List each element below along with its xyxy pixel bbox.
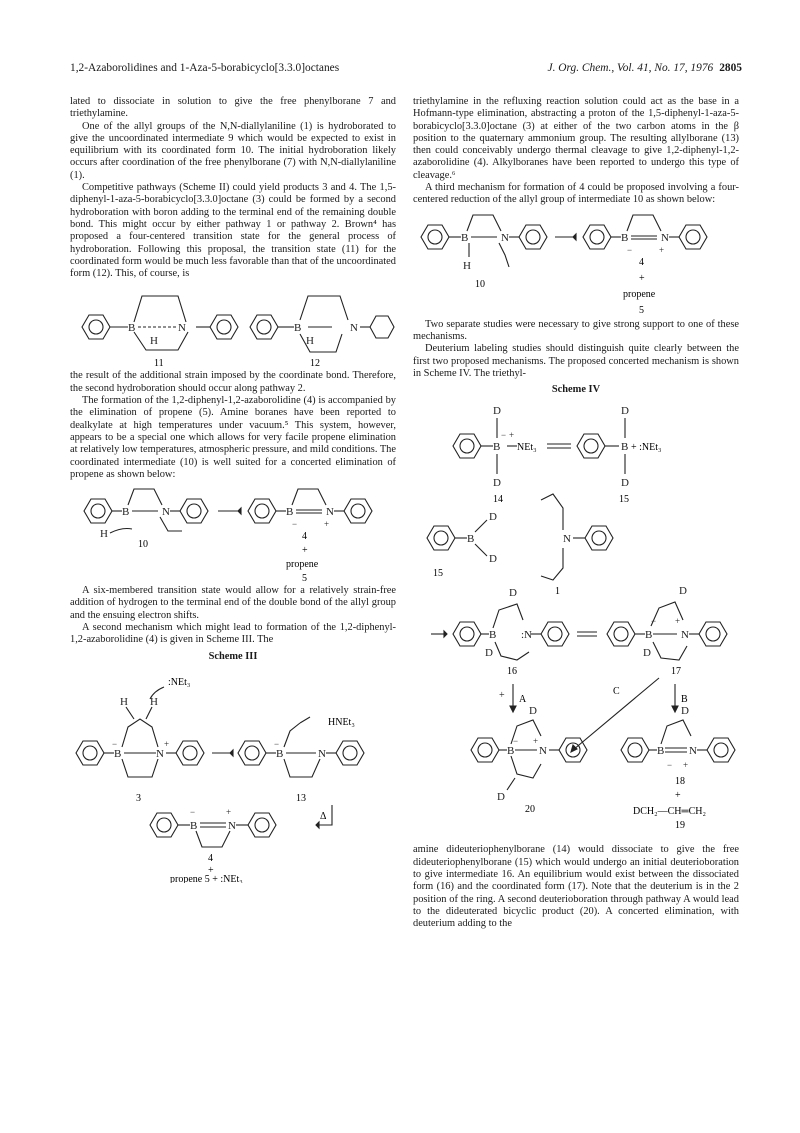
svg-text:N: N xyxy=(563,533,571,546)
left-column xyxy=(70,96,396,883)
scheme-iii-title: Scheme III xyxy=(208,650,258,662)
svg-text:N: N xyxy=(326,506,334,519)
svg-text:B: B xyxy=(461,231,469,244)
right-column xyxy=(413,96,739,931)
svg-text:H: H xyxy=(100,528,108,541)
svg-text:+: + xyxy=(324,519,330,530)
svg-text:N: N xyxy=(228,819,236,832)
path-a-label: A xyxy=(519,694,527,706)
svg-text:H: H xyxy=(463,259,471,272)
svg-text:−: − xyxy=(651,616,657,627)
svg-text:N: N xyxy=(318,747,326,760)
svg-text:D: D xyxy=(643,647,651,660)
scheme-iii xyxy=(70,665,396,883)
svg-text:N: N xyxy=(539,745,547,758)
svg-text:+: + xyxy=(675,616,681,627)
svg-text:+: + xyxy=(499,690,505,702)
svg-text:D: D xyxy=(681,705,689,718)
label-16: 16 xyxy=(507,666,517,678)
page-number: 2805 xyxy=(719,62,742,74)
paragraph: the result of the additional strain imposed by the coordinate bond. Therefore, the second hydroboration should occur along pathway 2. xyxy=(70,370,396,394)
label-1: 1 xyxy=(555,586,560,598)
svg-text:D: D xyxy=(493,405,501,418)
svg-text:−: − xyxy=(274,738,280,749)
svg-text:D: D xyxy=(489,511,497,524)
label-5: 5 xyxy=(302,573,307,585)
paragraph: A third mechanism for formation of 4 could be proposed involving a four-centered reduction of the allyl group of intermediate 10 as shown below: xyxy=(413,182,739,206)
running-header xyxy=(70,62,742,80)
hnet3-label: HNEt₃ xyxy=(328,716,355,728)
path-b-label: B xyxy=(681,694,688,706)
scheme-iv-title: Scheme IV xyxy=(551,384,601,396)
svg-text:B: B xyxy=(489,629,497,642)
svg-text:B: B xyxy=(276,747,284,760)
label-18: 18 xyxy=(675,776,685,788)
svg-text:D: D xyxy=(497,791,505,804)
label-15: 15 xyxy=(619,494,629,506)
label-4: 4 xyxy=(639,256,644,268)
final-products: propene 5 + :NEt₃ xyxy=(170,873,243,883)
four-centered-reduction-figure xyxy=(413,207,739,319)
svg-text:N: N xyxy=(162,506,170,519)
plus-sign: + xyxy=(639,272,645,284)
svg-text:D: D xyxy=(621,405,629,418)
svg-text:H: H xyxy=(150,335,158,348)
svg-text:B: B xyxy=(493,441,501,454)
svg-text:+: + xyxy=(164,738,170,749)
product-19: DCH₂—CH═CH₂ xyxy=(633,806,706,818)
paragraph: Competitive pathways (Scheme II) could yield products 3 and 4. The 1,5-diphenyl-1-aza-5-borabicyclo[3.3.0]octane (3) could be formed by a second hydroboration with boron adding to the terminal end of the remaining double bond. This might occur by either pathway 1 or pathway 2. Brown⁴ has proposed a four-centered transition state for the general process of hydroboration. Following this proposal, the transition state (11) for the coordinated form would be much less favorable than that of the uncoordinated form (12). This, of course, is xyxy=(70,182,396,280)
svg-text:D: D xyxy=(509,587,517,600)
paragraph: amine dideuteriophenylborane (14) would dissociate to give the free dideuteriophenylborane (15) which would undergo an initial deuterioboration to give intermediate 16. An equilibrium would exist between the dissociated form (16) and the coordinated form (17). Note that the deuterium is in the 2 position of the ring. A second deuterioboration through pathway A would lead to the dideuterated bicyclic product (20). A concerted elimination, with deuterium adding to the xyxy=(413,844,739,930)
journal-citation xyxy=(548,62,742,74)
running-title: 1,2-Azaborolidines and 1-Aza-5-borabicyclo[3.3.0]octanes xyxy=(70,62,340,74)
svg-text:+: + xyxy=(683,760,689,771)
svg-text:−: − xyxy=(292,519,298,530)
paragraph: A second mechanism which might lead to formation of the 1,2-diphenyl-1,2-azaborolidine (4) is given in Scheme III. The xyxy=(70,622,396,646)
svg-text:B: B xyxy=(467,533,475,546)
svg-text:D: D xyxy=(621,477,629,490)
svg-text:B: B xyxy=(294,322,302,335)
label-4: 4 xyxy=(302,531,307,543)
svg-text:N: N xyxy=(350,322,358,335)
label-14: 14 xyxy=(493,494,503,506)
svg-text:B: B xyxy=(114,747,122,760)
svg-text:B: B xyxy=(645,629,653,642)
svg-text:+: + xyxy=(675,790,681,802)
svg-text:D: D xyxy=(485,647,493,660)
paragraph: One of the allyl groups of the N,N-diallylaniline (1) is hydroborated to give the uncoordinated intermediate 9 which would be expected to exist in equilibrium with its coordinated form 10. The initial hydroboration likely occurs after coordination of the free phenylborane (7) with N,N-diallylaniline (1). xyxy=(70,120,396,181)
svg-text:−: − xyxy=(501,430,507,441)
label-10: 10 xyxy=(138,539,148,551)
svg-text:B: B xyxy=(128,322,136,335)
svg-text:D: D xyxy=(493,477,501,490)
label-5: 5 xyxy=(639,304,644,316)
structures-11-12 xyxy=(70,280,396,370)
svg-text:B: B xyxy=(657,745,665,758)
svg-text:B: B xyxy=(621,441,629,454)
label-11: 11 xyxy=(154,358,164,370)
svg-text:H: H xyxy=(150,695,158,708)
svg-text:B: B xyxy=(507,745,515,758)
label-4: 4 xyxy=(208,852,213,864)
svg-text:N: N xyxy=(689,745,697,758)
delta-label: Δ xyxy=(320,810,327,822)
svg-text:H: H xyxy=(306,335,314,348)
label-15: 15 xyxy=(433,568,443,580)
svg-text:B: B xyxy=(190,819,198,832)
scheme-iv xyxy=(413,398,739,844)
paragraph: A six-membered transition state would allow for a relatively strain-free addition of hydrogen to the terminal end of the double bond of the allyl group and the ensuing electron shifts. xyxy=(70,585,396,621)
svg-text:N: N xyxy=(501,231,509,244)
svg-text:N: N xyxy=(156,747,164,760)
label-17: 17 xyxy=(671,666,681,678)
svg-text:H: H xyxy=(120,695,128,708)
path-c-label: C xyxy=(613,686,620,698)
svg-text:+: + xyxy=(226,806,232,817)
label-12: 12 xyxy=(310,358,320,370)
svg-text:−: − xyxy=(627,244,633,255)
triethylamine-label: :NEt₃ xyxy=(168,676,191,688)
label-13: 13 xyxy=(296,792,306,804)
label-19: 19 xyxy=(675,820,685,832)
svg-text:D: D xyxy=(679,585,687,598)
label-10: 10 xyxy=(475,278,485,290)
svg-text:+: + xyxy=(533,736,539,747)
svg-text:N: N xyxy=(681,629,689,642)
svg-text:N: N xyxy=(178,322,186,335)
paragraph: triethylamine in the refluxing reaction solution could act as the base in a Hofmann-type elimination, abstracting a proton of the 1,5-diphenyl-1-aza-5-borabicyclo[3.3.0]octane (3) at either of the two carbon atoms in the β position to the quaternary ammonium group. The resulting allylborane (13) then could conceivably undergo thermal cleavage to give 1,2-diphenyl-1,2-azaborolidine (4). Alkylboranes have been reported to undergo this type of cleavage.⁶ xyxy=(413,96,739,181)
net3-label: NEt₃ xyxy=(517,442,537,454)
svg-text:D: D xyxy=(529,705,537,718)
plus-net3-label: + :NEt₃ xyxy=(631,442,662,454)
journal-name: J. Org. Chem., Vol. 41, No. 17, 1976 xyxy=(547,62,714,74)
svg-text:D: D xyxy=(489,553,497,566)
label-20: 20 xyxy=(525,804,535,816)
plus-sign: + xyxy=(208,864,214,876)
svg-text:B: B xyxy=(286,506,294,519)
paragraph: Deuterium labeling studies should distinguish quite clearly between the first two proposed mechanisms. The proposed concerted mechanism is shown in Scheme IV. The triethyl- xyxy=(413,343,739,379)
svg-text::N: :N xyxy=(521,629,532,642)
paragraph: The formation of the 1,2-diphenyl-1,2-azaborolidine (4) is accompanied by the elimination of propene (5). Amine boranes have been reported to dealkylate at high temperatures under vacuum.⁵ This system, however, appears to be a special one which allows for very facile propene elimination at relatively low temperatures, atmospheric pressure, and mild conditions. The coordinated intermediate (10) is well suited for a concerted elimination of propene as shown below: xyxy=(70,395,396,480)
svg-text:−: − xyxy=(112,738,118,749)
paragraph: lated to dissociate in solution to give the free phenylborane 7 and triethylamine. xyxy=(70,96,396,120)
plus-sign: + xyxy=(302,545,308,557)
svg-text:B: B xyxy=(122,506,130,519)
propene-label: propene xyxy=(623,288,656,300)
svg-text:−: − xyxy=(667,760,673,771)
propene-label: propene xyxy=(286,559,319,571)
svg-text:−: − xyxy=(513,736,519,747)
svg-text:+: + xyxy=(659,244,665,255)
svg-text:N: N xyxy=(661,231,669,244)
paragraph: Two separate studies were necessary to give strong support to one of these mechanisms. xyxy=(413,318,739,342)
concerted-elimination-figure xyxy=(70,481,396,585)
svg-text:B: B xyxy=(621,231,629,244)
svg-text:−: − xyxy=(190,806,196,817)
label-3: 3 xyxy=(136,792,141,804)
svg-text:+: + xyxy=(509,430,515,441)
